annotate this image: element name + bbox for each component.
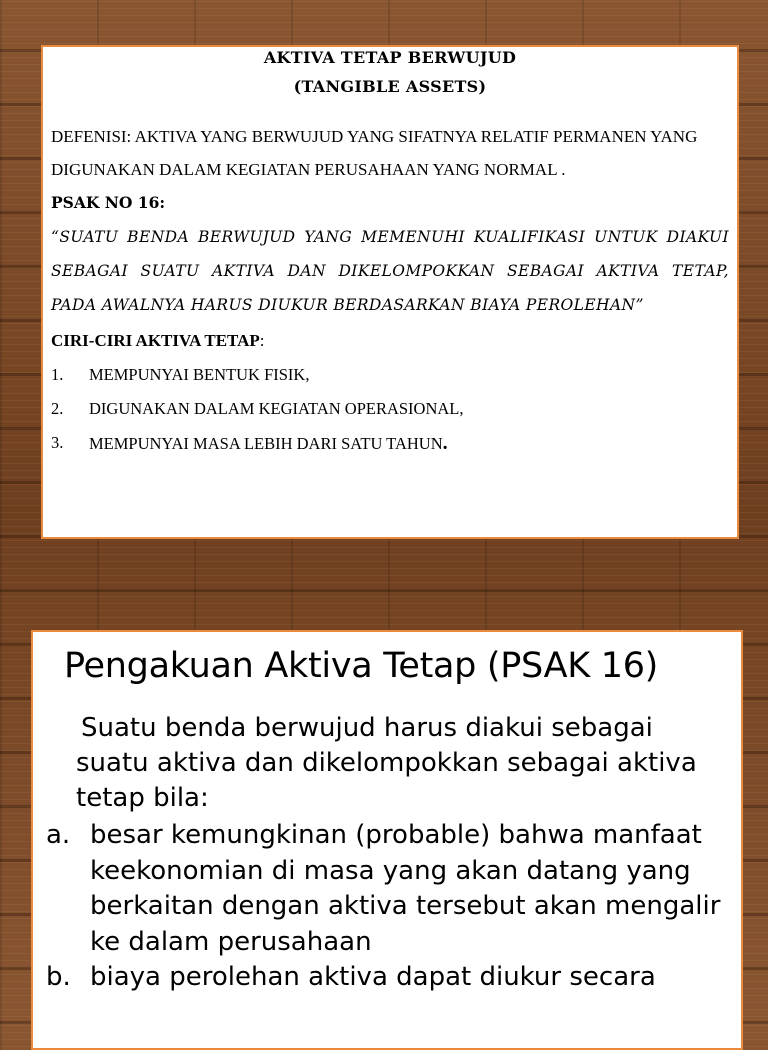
slide-aktiva-tetap-berwujud xyxy=(41,45,739,539)
ciri-item-number: 1. xyxy=(51,365,64,384)
ciri-item xyxy=(51,426,729,461)
ciri-colon: : xyxy=(259,331,265,350)
psak-quote: “SUATU BENDA BERWUJUD YANG MEMENUHI KUALIFIKASI UNTUK DIAKUI SEBAGAI SUATU AKTIVA DAN DIKELOMPOKKAN SEBAGAI AKTIVA TETAP, PADA AWALNYA HARUS DIUKUR BERDASARKAN BIAYA PEROLEHAN” xyxy=(51,228,729,314)
ciri-list xyxy=(51,358,729,461)
criteria-item-text: biaya perolehan aktiva dapat diukur secara xyxy=(90,962,656,992)
definition-text: DEFENISI: AKTIVA YANG BERWUJUD YANG SIFATNYA RELATIF PERMANEN YANG DIGUNAKAN DALAM KEGIATAN PERUSAHAAN YANG NORMAL . xyxy=(51,127,698,179)
slide1-title-line1: AKTIVA TETAP BERWUJUD xyxy=(263,48,517,67)
criteria-item xyxy=(33,818,741,960)
slide1-title-line2: (TANGIBLE ASSETS) xyxy=(293,77,487,96)
ciri-item-text: MEMPUNYAI BENTUK FISIK, xyxy=(89,365,310,384)
ciri-item-number: 3. xyxy=(51,433,64,452)
ciri-item-text-main: MEMPUNYAI MASA LEBIH DARI SATU TAHUN xyxy=(89,434,443,453)
criteria-item-text: besar kemungkinan (probable) bahwa manfaat keekonomian di masa yang akan datang yang berkaitan dengan aktiva tersebut akan mengalir ke dalam perusahaan xyxy=(90,820,721,957)
ciri-item-suffix: . xyxy=(442,432,448,454)
psak-heading: PSAK NO 16: xyxy=(51,193,166,212)
criteria-item-letter: a. xyxy=(46,820,71,850)
ciri-heading: CIRI-CIRI AKTIVA TETAP xyxy=(51,331,260,350)
slide2-intro: Suatu benda berwujud harus diakui sebagai suatu aktiva dan dikelompokkan sebagai aktiva tetap bila: xyxy=(76,713,697,813)
ciri-item-number: 2. xyxy=(51,399,64,418)
criteria-item xyxy=(33,960,741,996)
ciri-item xyxy=(51,358,729,392)
slide2-title: Pengakuan Aktiva Tetap (PSAK 16) xyxy=(64,646,659,686)
ciri-item-text: DIGUNAKAN DALAM KEGIATAN OPERASIONAL, xyxy=(89,399,464,418)
ciri-item xyxy=(51,392,729,426)
slide-pengakuan-aktiva-tetap xyxy=(31,630,743,1050)
criteria-list xyxy=(33,818,741,996)
ciri-item-text xyxy=(89,426,448,461)
ciri-heading-line xyxy=(51,324,729,358)
criteria-item-letter: b. xyxy=(46,962,71,992)
